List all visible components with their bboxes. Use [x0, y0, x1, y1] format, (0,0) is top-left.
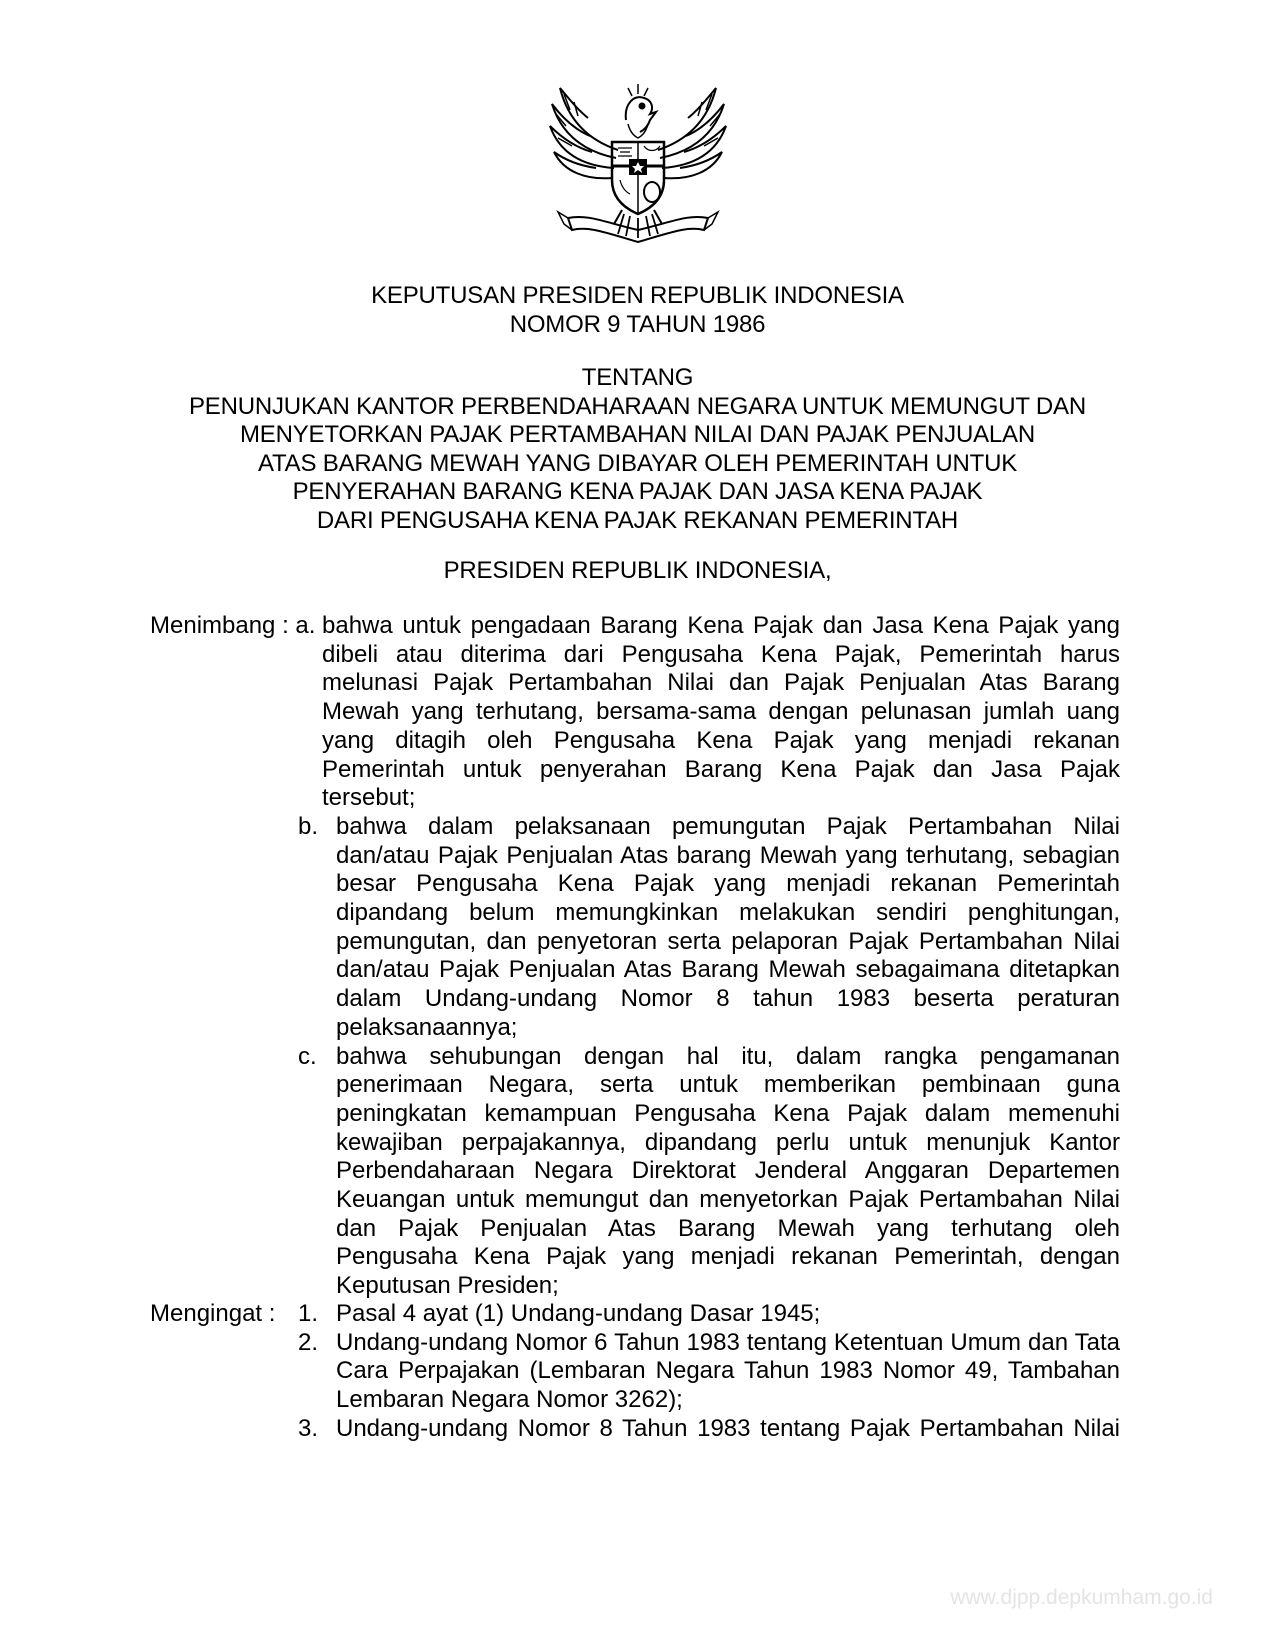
item-text: Undang-undang Nomor 6 Tahun 1983 tentang Ketentuan Umum dan Tata Cara Perpajakan (Lembaran Negara Tahun 1983 Nomor 49, Tambahan Lembaran Negara Nomor 3262); — [336, 1328, 1120, 1414]
item-text: bahwa dalam pelaksanaan pemungutan Pajak Pertambahan Nilai dan/atau Pajak Penjualan Atas barang Mewah yang terhutang, sebagian besar Pengusaha Kena Pajak yang menjadi rekanan Pemerintah dipandang belum memungkinkan melakukan sendiri penghitungan, pemungutan, dan penyetoran serta pelaporan Pajak Pertambahan Nilai dan/atau Pajak Penjualan Atas Barang Mewah sebagaimana ditetapkan dalam Undang-undang Nomor 8 tahun 1983 beserta peraturan pelaksanaannya; — [336, 812, 1120, 1041]
list-item — [150, 1329, 1120, 1415]
list-item — [150, 813, 1120, 1043]
item-text: bahwa sehubungan dengan hal itu, dalam rangka pengamanan penerimaan Negara, serta untuk memberikan pembinaan guna peningkatan kemampuan Pengusaha Kena Pajak dalam memenuhi kewajiban perpajakannya, dipandang perlu untuk menunjuk Kantor Perbendaharaan Negara Direktorat Jenderal Anggaran Departemen Keuangan untuk memungut dan menyetorkan Pajak Pertambahan Nilai dan Pajak Penjualan Atas Barang Mewah yang terhutang oleh Pengusaha Kena Pajak yang menjadi rekanan Pemerintah, dengan Keputusan Presiden; — [336, 1042, 1120, 1300]
list-item — [150, 1415, 1120, 1444]
menimbang-section — [150, 612, 1120, 1301]
president-line: PRESIDEN REPUBLIK INDONESIA, — [443, 557, 832, 584]
garuda-pancasila-emblem — [548, 80, 728, 250]
mengingat-section — [150, 1300, 1120, 1444]
subject-line: DARI PENGUSAHA KENA PAJAK REKANAN PEMERINTAH — [316, 506, 959, 534]
list-item — [150, 1043, 1120, 1301]
decree-number: NOMOR 9 TAHUN 1986 — [509, 310, 766, 338]
subject-line: PENUNJUKAN KANTOR PERBENDAHARAAN NEGARA UNTUK MEMUNGUT DAN — [189, 392, 1086, 420]
subject-line: PENYERAHAN BARANG KENA PAJAK DAN JASA KENA PAJAK — [292, 478, 983, 505]
item-text: bahwa untuk pengadaan Barang Kena Pajak dan Jasa Kena Pajak yang dibeli atau diterima dari Pengusaha Kena Pajak, Pemerintah harus melunasi Pajak Pertambahan Nilai dan Pajak Penjualan Atas Barang Mewah yang terhutang, bersama-sama dengan pelunasan jumlah uang yang ditagih oleh Pengusaha Kena Pajak yang menjadi rekanan Pemerintah untuk penyerahan Barang Kena Pajak dan Jasa Pajak tersebut; — [322, 612, 1120, 812]
menimbang-label: Menimbang : a. — [150, 612, 316, 639]
mengingat-label: Mengingat : — [150, 1300, 276, 1327]
subject-tentang: TENTANG — [581, 364, 694, 391]
item-marker: 2. — [298, 1328, 319, 1356]
item-text: Undang-undang Nomor 8 Tahun 1983 tentang Pajak Pertambahan Nilai — [336, 1414, 1120, 1442]
decree-header — [0, 282, 1275, 339]
list-item — [150, 612, 1120, 813]
decree-title: KEPUTUSAN PRESIDEN REPUBLIK INDONESIA — [371, 282, 904, 309]
item-marker: 1. — [298, 1300, 319, 1327]
decree-subject — [0, 364, 1275, 535]
item-marker: 3. — [298, 1414, 319, 1442]
subject-line: ATAS BARANG MEWAH YANG DIBAYAR OLEH PEMERINTAH UNTUK — [257, 449, 1018, 477]
item-text: Pasal 4 ayat (1) Undang-undang Dasar 1945; — [336, 1300, 821, 1327]
item-marker: b. — [298, 812, 319, 840]
president-heading — [0, 557, 1275, 586]
watermark-url: www.djpp.depkumham.go.id — [950, 1586, 1213, 1609]
subject-line: MENYETORKAN PAJAK PERTAMBAHAN NILAI DAN PAJAK PENJUALAN — [240, 421, 1035, 448]
list-item — [150, 1300, 1120, 1329]
item-marker: c. — [298, 1042, 317, 1070]
